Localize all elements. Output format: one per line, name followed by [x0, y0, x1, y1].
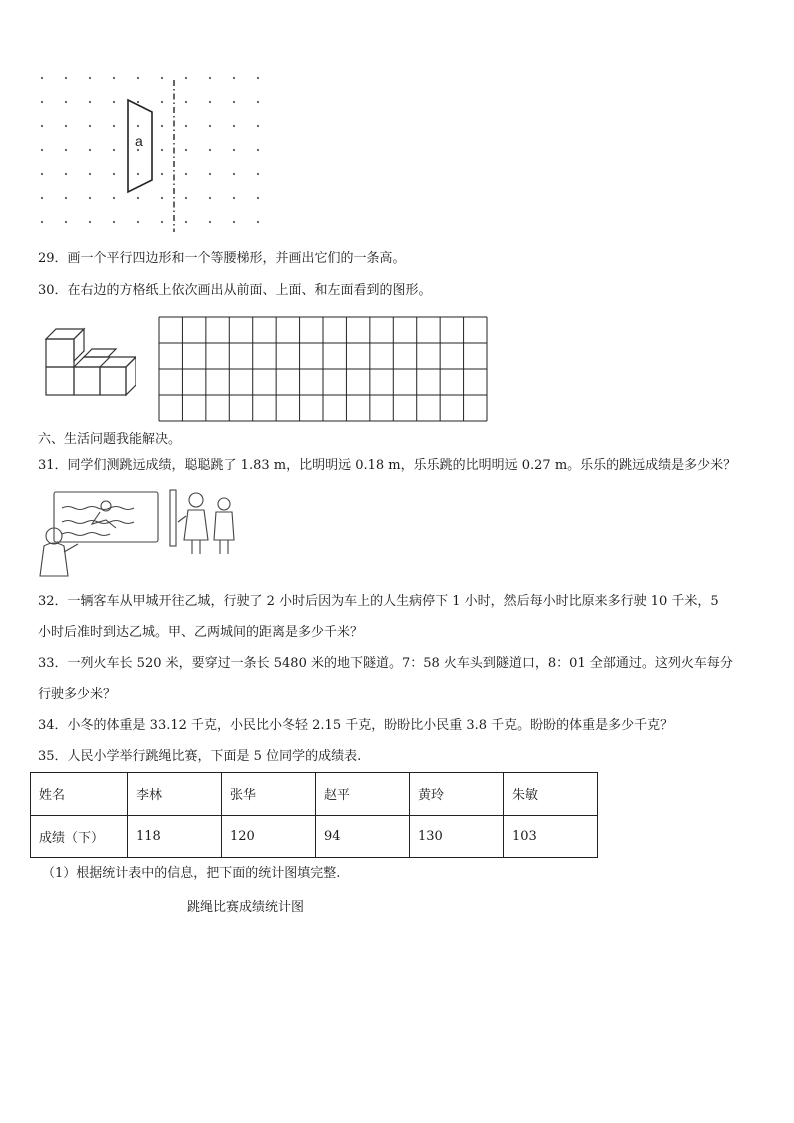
grid-dot [185, 149, 187, 151]
grid-dot [89, 149, 91, 151]
grid-dot [185, 125, 187, 127]
drawing-grid[interactable] [158, 316, 488, 422]
grid-dot [233, 77, 235, 79]
grid-dot [41, 101, 43, 103]
grid-dot [41, 221, 43, 223]
grid-dot [233, 125, 235, 127]
grid-dot [257, 221, 259, 223]
question-35-part-1: （1）根据统计表中的信息，把下面的统计图填完整. [42, 866, 341, 881]
question-29: 29．画一个平行四边形和一个等腰梯形，并画出它们的一条高。 [38, 251, 406, 266]
table-cell: 张华 [222, 773, 316, 816]
grid-dot [65, 101, 67, 103]
grid-dot [161, 173, 163, 175]
grid-dot [113, 149, 115, 151]
grid-dot [113, 125, 115, 127]
table-cell: 姓名 [31, 773, 128, 816]
grid-dot [89, 197, 91, 199]
question-31: 31．同学们测跳远成绩，聪聪跳了 1.83 m，比明明远 0.18 m，乐乐跳的比明明远 0.27 m。乐乐的跳远成绩是多少米？ [38, 458, 737, 473]
grid-dot [233, 149, 235, 151]
table-cell: 赵平 [316, 773, 410, 816]
grid-dot [41, 173, 43, 175]
grid-dot [209, 221, 211, 223]
table-cell: 94 [316, 815, 410, 858]
grid-dot [137, 221, 139, 223]
grid-dot [65, 221, 67, 223]
grid-dot [161, 125, 163, 127]
grid-dot [257, 101, 259, 103]
table-row [31, 815, 598, 858]
grid-dot [113, 221, 115, 223]
grid-dot [113, 197, 115, 199]
section-6-heading: 六、生活问题我能解决。 [38, 432, 182, 447]
grid-dot [209, 77, 211, 79]
grid-dot [161, 197, 163, 199]
grid-dot [137, 149, 139, 151]
grid-dot [137, 173, 139, 175]
grid-dot [113, 77, 115, 79]
grid-dot [185, 77, 187, 79]
grid-dot [65, 173, 67, 175]
grid-dot [89, 125, 91, 127]
question-32-line-1: 32．一辆客车从甲城开往乙城，行驶了 2 小时后因为车上的人生病停下 1 小时，然后每小时比原来多行驶 10 千米，5 [38, 594, 719, 609]
grid-dot [209, 125, 211, 127]
grid-dot [41, 197, 43, 199]
grid-dot [41, 149, 43, 151]
grid-dot [113, 173, 115, 175]
grid-dot [185, 197, 187, 199]
grid-dot [257, 77, 259, 79]
table-cell: 120 [222, 815, 316, 858]
grid-dot [161, 101, 163, 103]
table-cell: 朱敏 [504, 773, 598, 816]
grid-dot [161, 77, 163, 79]
grid-dot [233, 197, 235, 199]
question-34: 34．小冬的体重是 33.12 千克，小民比小冬轻 2.15 千克，盼盼比小民重 3.8 千克。盼盼的体重是多少千克？ [38, 718, 674, 733]
grid-dot [137, 77, 139, 79]
table-cell: 103 [504, 815, 598, 858]
grid-dot [257, 173, 259, 175]
grid-dot [137, 197, 139, 199]
grid-dot [89, 101, 91, 103]
grid-dot [65, 125, 67, 127]
cube-stack-figure [44, 325, 136, 397]
grid-dot [65, 77, 67, 79]
table-cell: 成绩（下） [31, 815, 128, 858]
grid-dot [161, 149, 163, 151]
table-header-row [31, 773, 598, 816]
grid-dot [257, 197, 259, 199]
grid-dot [161, 221, 163, 223]
grid-dot [137, 125, 139, 127]
grid-dot [89, 173, 91, 175]
question-33-line-1: 33．一列火车长 520 米，要穿过一条长 5480 米的地下隧道。7：58 火车头到隧道口，8：01 全部通过。这列火车每分 [38, 656, 733, 671]
grid-dot [185, 101, 187, 103]
chart-title: 跳绳比赛成绩统计图 [187, 900, 305, 915]
grid-dot [185, 173, 187, 175]
grid-dot [257, 125, 259, 127]
grid-dot [233, 221, 235, 223]
table-cell: 130 [410, 815, 504, 858]
grid-dot [233, 173, 235, 175]
trapezoid-label: a [135, 133, 143, 149]
grid-dot [65, 197, 67, 199]
grid-dot [137, 101, 139, 103]
question-35: 35．人民小学举行跳绳比赛，下面是 5 位同学的成绩表. [38, 749, 362, 764]
table-cell: 黄玲 [410, 773, 504, 816]
score-table [30, 772, 598, 858]
grid-dot [65, 149, 67, 151]
grid-dot [209, 173, 211, 175]
grid-dot [257, 149, 259, 151]
symmetry-dot-grid-figure [30, 70, 270, 240]
table-cell: 李林 [128, 773, 222, 816]
grid-dot [41, 77, 43, 79]
grid-dot [185, 221, 187, 223]
grid-dot [209, 149, 211, 151]
grid-dot [209, 101, 211, 103]
question-33-line-2: 行驶多少米？ [38, 687, 117, 702]
grid-dot [41, 125, 43, 127]
question-32-line-2: 小时后准时到达乙城。甲、乙两城间的距离是多少千米？ [38, 625, 364, 640]
long-jump-illustration [38, 486, 238, 582]
grid-dot [89, 77, 91, 79]
table-cell: 118 [128, 815, 222, 858]
question-30: 30．在右边的方格纸上依次画出从前面、上面、和左面看到的图形。 [38, 283, 432, 298]
grid-dot [89, 221, 91, 223]
grid-dot [233, 101, 235, 103]
grid-dot [209, 197, 211, 199]
dot-grid [41, 77, 259, 223]
grid-dot [113, 101, 115, 103]
